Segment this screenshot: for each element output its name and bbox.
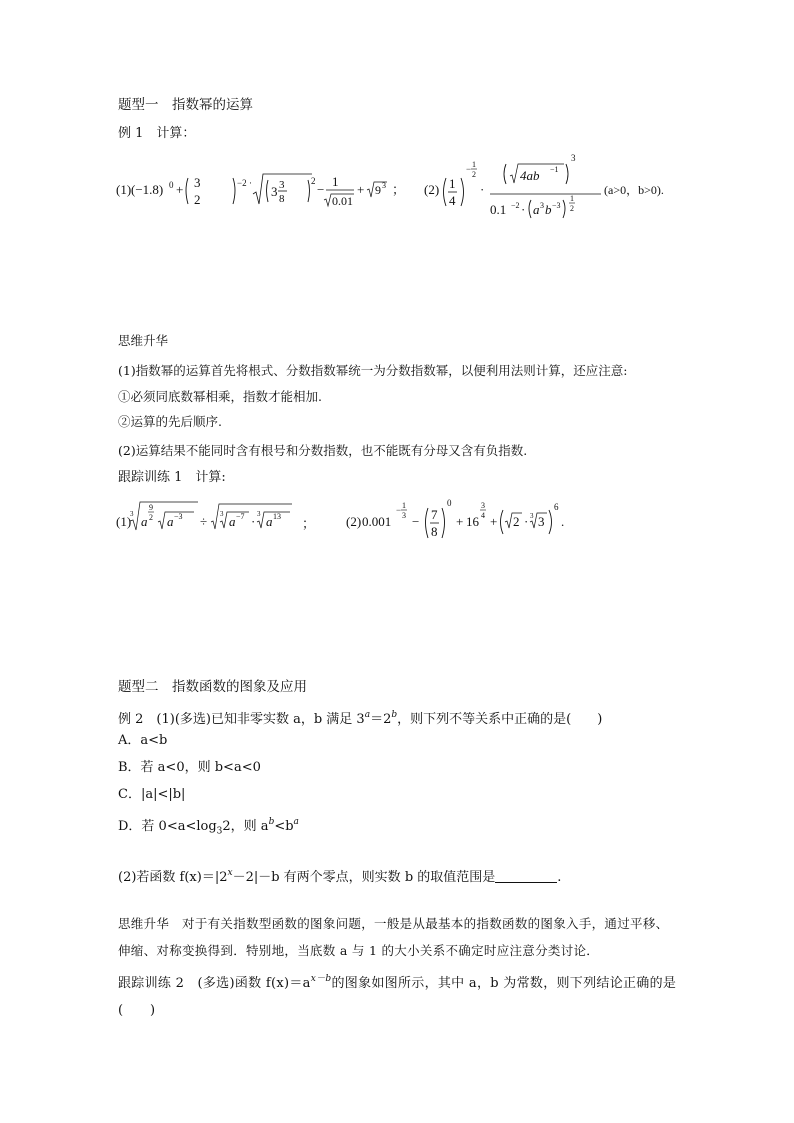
example-2-part-2 [118,864,561,887]
insight-2-text: 对于有关指数型函数的图象问题，一般是从最基本的指数函数的图象入手，通过平移、伸缩、对称变换得到．特别地，当底数 a 与 1 的大小关系不确定时应注意分类讨论． [118,916,669,958]
example-1-formula-2 [424,150,674,225]
formula-exponent: −2 [511,201,520,210]
option-b: B．若 a<0，则 b<a<0 [118,760,261,775]
training-2-question [118,966,680,1024]
part-2-text: . [557,870,562,885]
exponent-a: a [293,817,299,827]
insight-1-paragraph: (1)指数幂的运算首先将根式、分数指数幂统一为分数指数幂，以便利用法则计算，还应注意: [118,363,628,378]
formula-exponent: −7 [236,512,245,521]
training-2-text: 的图象如图所示，其中 a，b 为常数，则下列结论正确的是( ) [118,976,677,1018]
svg-text:·: · [521,202,526,217]
svg-text:−: − [317,182,325,197]
svg-text:3: 3 [220,510,224,518]
radical-base: 4ab [520,168,540,183]
svg-text:+: + [357,182,365,197]
formula-exponent: −2 [237,178,247,188]
formula-prefix: (2) [346,514,362,529]
exponent-denominator: 3 [402,511,406,520]
exponent-a: a [364,710,371,720]
insight-1-paragraph: (2)运算结果不能同时含有根号和分数指数，也不能既有分母又含有负指数. [118,443,528,458]
exponent-x-minus-b: x－b [310,974,332,984]
svg-text:·: · [480,182,485,197]
example-1-formula-1 [116,160,406,220]
fraction-numerator: 1 [449,176,456,191]
division-sign: ÷ [200,514,208,529]
svg-text:+: + [176,182,184,197]
svg-text:−: − [412,514,420,529]
training-1-formula-2 [346,494,596,546]
svg-text:+: + [456,514,464,529]
example-2-text: 例 2 (1)(多选)已知非零实数 a，b 满足 3 [118,712,365,727]
mixed-denominator: 8 [279,193,285,205]
fraction-denominator: 4 [449,193,456,208]
insight-1-paragraph: ①必须同底数幂相乘，指数才能相加. [118,389,322,404]
formula-term: (−1.8) [131,182,164,197]
svg-text:+: + [490,514,498,529]
exponent-denominator: 4 [481,511,485,520]
option-d [118,813,299,841]
insight-1-paragraph: ②运算的先后顺序. [118,414,222,429]
exponent-b: b [268,817,275,827]
formula-exponent: 0 [169,180,174,190]
denominator-term: a [533,202,540,217]
exponent-denominator: 2 [472,170,476,179]
svg-text:·: · [524,514,529,529]
exponent-denominator: 2 [149,513,153,522]
radical-index: 3 [130,510,134,518]
exponent-b: b [391,710,398,720]
insight-title-1: 思维升华 [118,333,169,348]
fraction-numerator: 7 [431,507,438,522]
fraction-numerator: 1 [332,174,339,189]
radical-base: 2 [513,514,520,529]
mixed-whole: 3 [271,184,278,199]
option-d-text: D．若 0<a<log [118,819,217,834]
example-1-label: 例 1 计算： [118,126,196,141]
section-heading-2: 题型二 指数函数的图象及应用 [118,679,307,695]
svg-text:a: a [141,514,148,529]
svg-text:a: a [167,514,174,529]
option-d-text: <b [274,819,294,834]
formula-exponent: 3 [540,201,544,210]
formula-semicolon: ； [302,516,316,531]
formula-base: 16 [466,514,479,529]
denominator-term: b [545,202,552,217]
part-2-text: (2)若函数 f(x)＝|2 [118,870,228,885]
radical-exponent: −1 [550,165,559,174]
exponent-numerator: 1 [402,501,406,510]
svg-text:a: a [229,514,236,529]
formula-base: 0.001 [362,514,392,529]
section-heading-1: 题型一 指数幂的运算 [118,97,253,113]
exponent-numerator: 1 [570,194,574,203]
formula-exponent: 3 [571,153,576,163]
example-2-question [118,706,602,729]
radical-base: 3 [538,514,545,529]
formula-exponent: 6 [554,502,559,512]
exponent-numerator: 1 [472,160,476,169]
formula-prefix: (2) [424,182,440,197]
radical-exponent: 3 [382,181,386,190]
svg-text:a: a [266,514,273,529]
svg-text:−: − [466,164,472,174]
radical-base: 9 [375,183,381,197]
formula-exponent: 0 [447,498,452,508]
exponent-x: x [227,868,233,878]
part-2-text: －2|－b 有两个零点，则实数 b 的取值范围是 [232,870,496,885]
formula-condition: (a>0，b>0). [604,183,664,197]
formula-exponent: −3 [552,201,561,210]
formula-exponent: 2 [311,176,316,186]
formula-prefix: (1) [116,182,132,197]
insight-2-paragraph [118,910,680,964]
svg-text:3: 3 [257,510,261,518]
training-1-formula-1 [116,494,316,542]
option-c: C．|a|<|b| [118,787,186,802]
fraction-denominator: 0.01 [332,194,353,208]
formula-exponent: 13 [273,512,281,521]
mixed-numerator: 3 [279,179,285,191]
exponent-denominator: 2 [570,204,574,213]
training-2-text: 跟踪训练 2 (多选)函数 f(x)＝a [118,976,311,991]
insight-title-2: 思维升华 [118,916,170,931]
fraction-denominator: 2 [194,192,201,207]
formula-prefix: (1) [116,514,132,529]
fraction-denominator: 8 [431,524,438,539]
example-2-text: ＝2 [370,712,392,727]
option-a: A．a<b [118,733,168,748]
formula-semicolon: ； [392,182,406,197]
formula-period: . [561,514,565,529]
fraction-numerator: 3 [194,175,201,190]
example-2-text: ，则下列不等关系中正确的是( ) [397,712,603,727]
training-1-label: 跟踪训练 1 计算: [118,470,226,485]
answer-blank[interactable] [495,870,557,883]
svg-text:·: · [251,514,256,529]
denominator-term: 0.1 [490,202,507,217]
option-d-text: 2，则 a [222,819,269,834]
svg-text:·: · [249,178,252,188]
exponent-numerator: 9 [149,503,153,512]
svg-text:3: 3 [530,512,534,520]
svg-text:−: − [396,505,402,515]
log-base: 3 [216,826,223,837]
exponent-numerator: 3 [481,501,485,510]
formula-exponent: −3 [174,512,183,521]
